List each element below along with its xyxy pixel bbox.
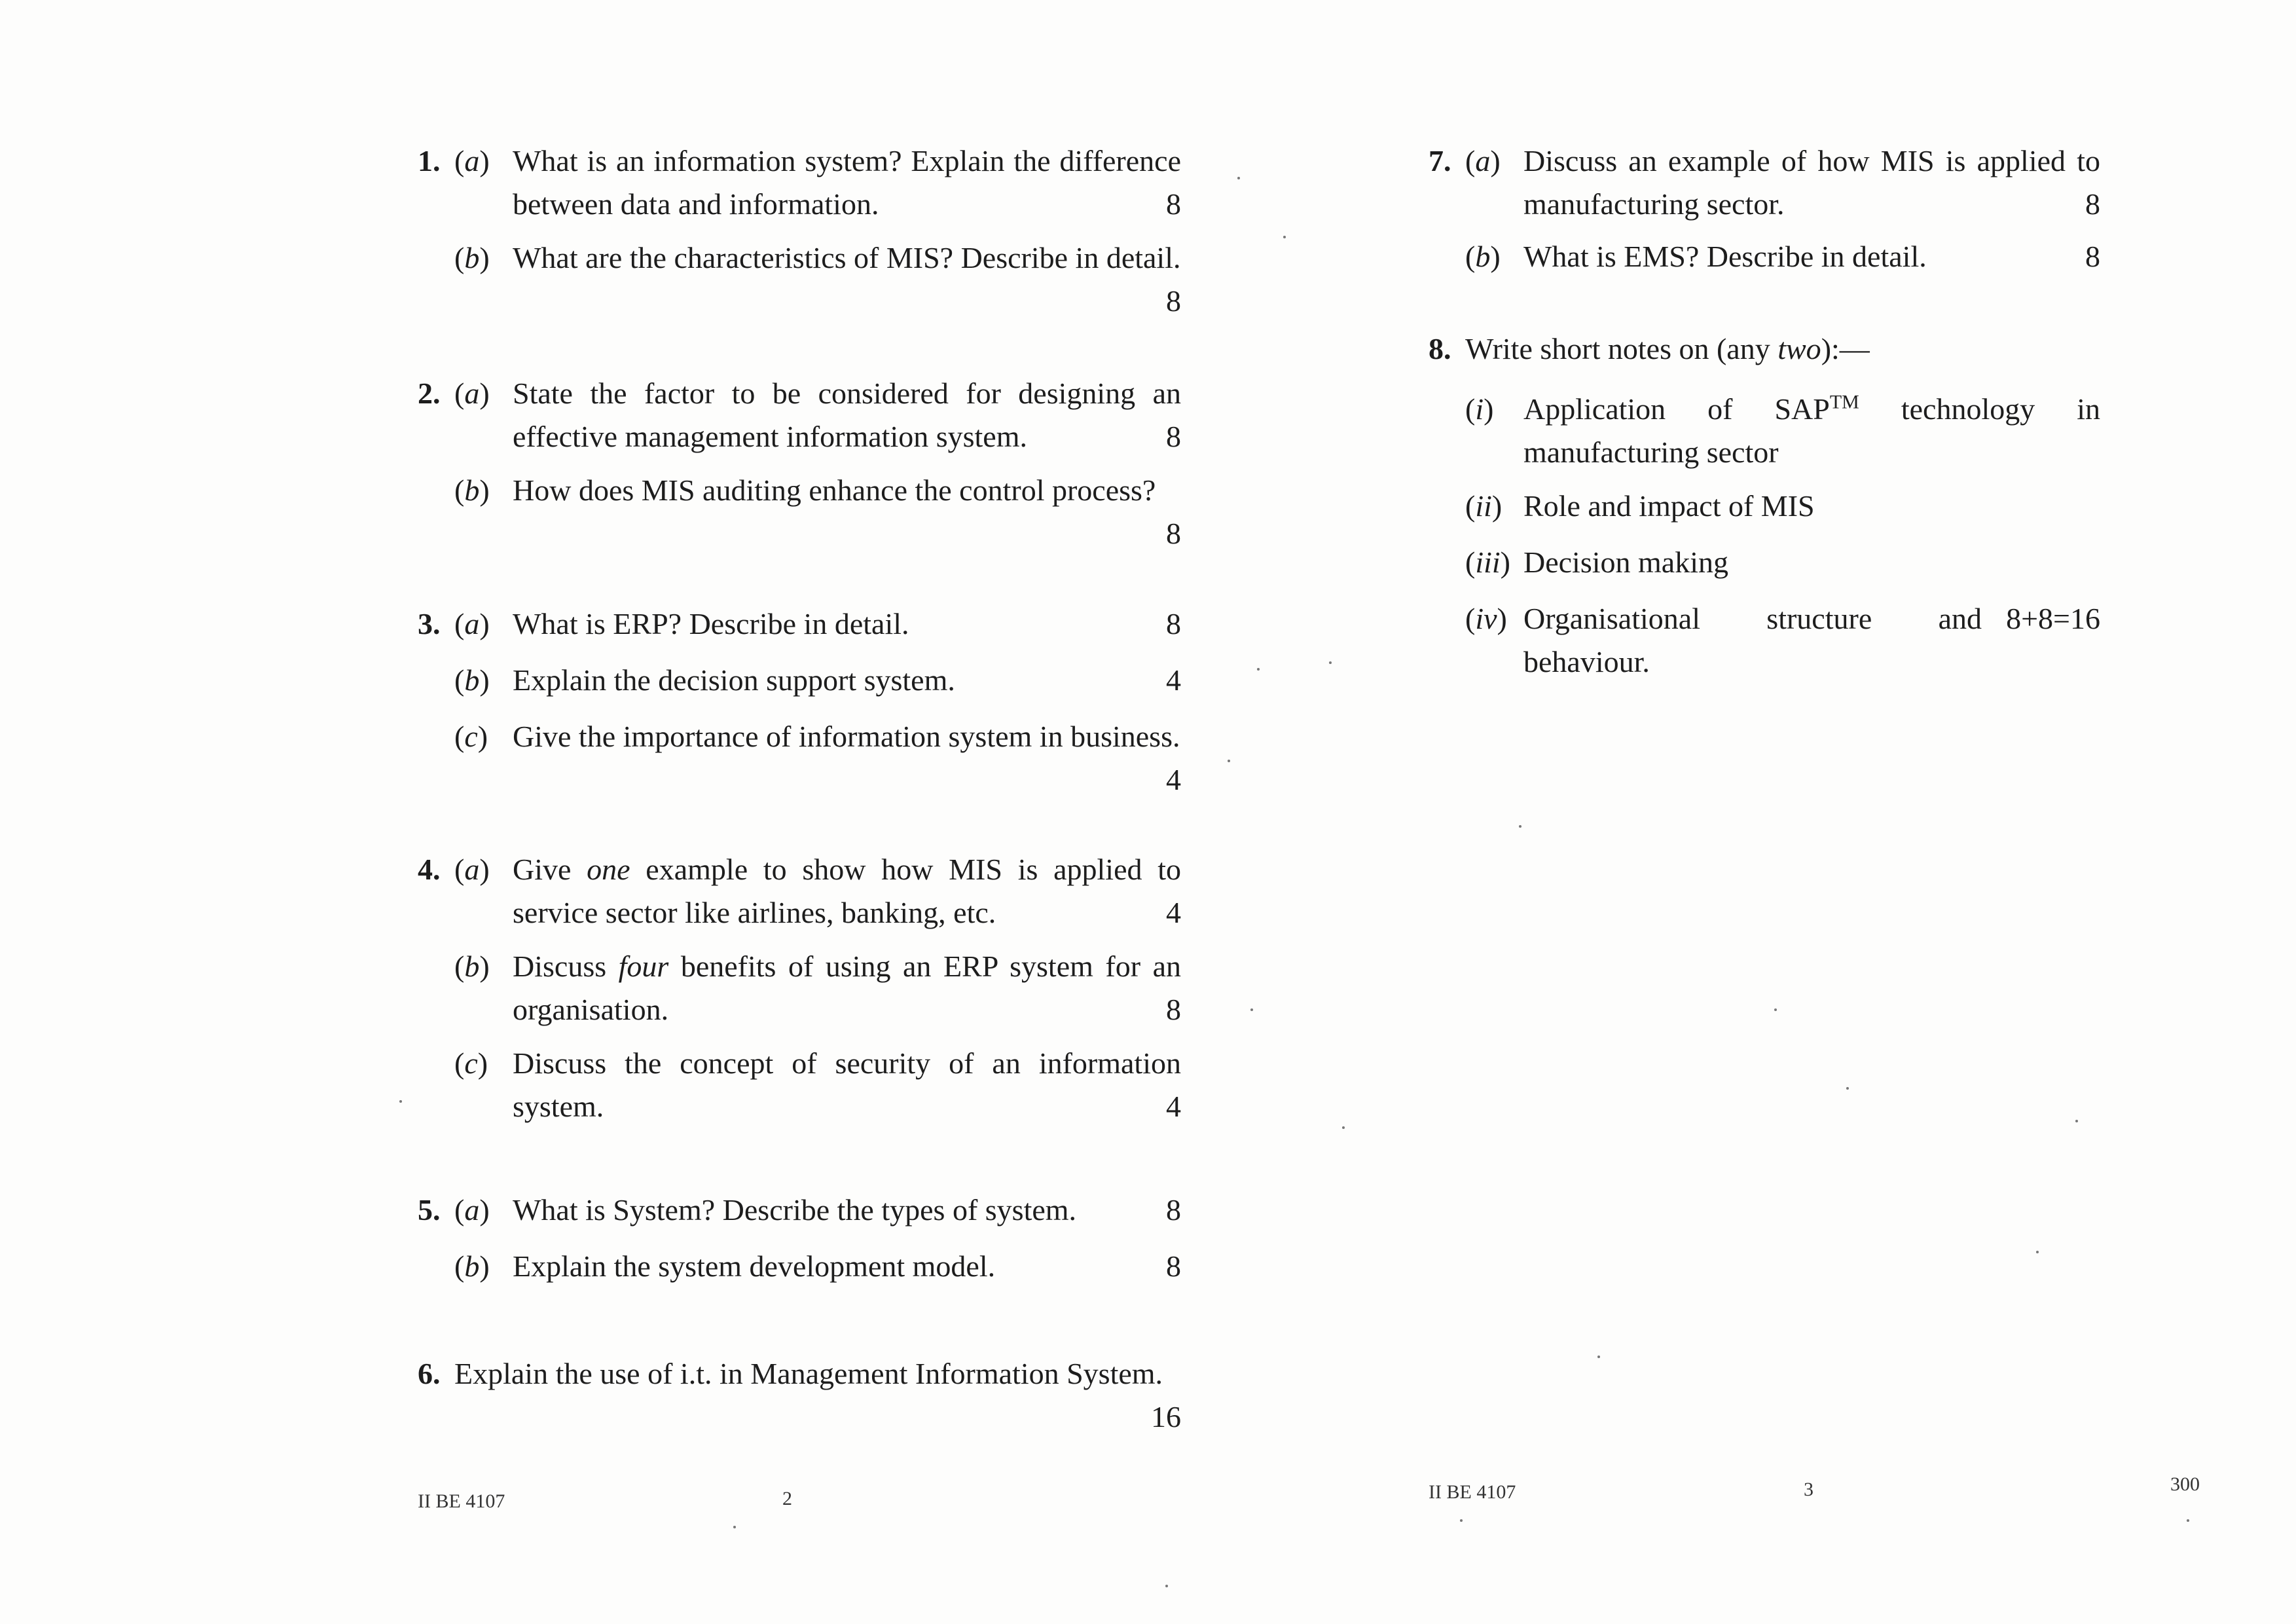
scan-speckle (1228, 760, 1230, 762)
part-label: (b) (1465, 240, 1501, 273)
question-heading: Write short notes on (any two):— (1465, 332, 1870, 365)
scan-speckle (2187, 1519, 2189, 1522)
question-text: What is ERP? Describe in detail. (513, 607, 909, 640)
scan-speckle (1597, 1356, 1600, 1358)
question-8 (1429, 327, 2100, 678)
part-label: (b) (454, 663, 490, 697)
scan-speckle (399, 1100, 402, 1103)
question-number: 2. (418, 377, 441, 410)
scan-speckle (1165, 1585, 1168, 1587)
question-number: 3. (418, 607, 441, 640)
scan-speckle (1237, 177, 1240, 179)
scan-speckle (1257, 668, 1260, 671)
question-text: Explain the use of i.t. in Management Information System. (454, 1357, 1163, 1390)
marks: 16 (1151, 1400, 1181, 1433)
part-label: (a) (454, 377, 490, 410)
question-number: 5. (418, 1193, 441, 1227)
paper-code: II BE 4107 (418, 1490, 505, 1512)
marks: 8 (1166, 993, 1181, 1026)
marks: 8 (1166, 420, 1181, 453)
part-label: (a) (1465, 144, 1501, 177)
question-text: What is System? Describe the types of system. (513, 1193, 1077, 1227)
question-4 (418, 848, 1181, 1136)
scan-speckle (2036, 1251, 2039, 1253)
question-text: State the factor to be considered for designing an effective management information system. (513, 377, 1181, 453)
scan-speckle (1774, 1008, 1777, 1011)
scan-speckle (2075, 1120, 2078, 1122)
question-text: What is EMS? Describe in detail. (1523, 240, 1927, 273)
question-number: 1. (418, 144, 441, 177)
question-text: Give one example to show how MIS is applied to service sector like airlines, banking, etc. (513, 853, 1182, 929)
scan-speckle (733, 1526, 736, 1528)
question-5 (418, 1189, 1181, 1293)
note-label: (ii) (1465, 489, 1503, 523)
part-label: (a) (454, 853, 490, 886)
part-label: (b) (454, 950, 490, 983)
scan-speckle (1250, 1008, 1253, 1011)
marks: 4 (1166, 763, 1181, 796)
marks: 8 (1166, 517, 1181, 550)
question-6 (418, 1352, 1181, 1444)
note-text: Organisational structure and behaviour. (1523, 602, 1982, 678)
marks: 4 (1166, 663, 1181, 697)
part-label: (b) (454, 1249, 490, 1283)
marks: 4 (1166, 1090, 1181, 1123)
question-7 (1429, 139, 2100, 284)
part-label: (c) (454, 1046, 488, 1080)
note-text: Application of SAP™ technology in manufacturing sector (1523, 391, 2100, 469)
scan-speckle (1846, 1087, 1849, 1090)
question-text: Give the importance of information system in business. (513, 720, 1180, 753)
marks: 8 (1166, 1193, 1181, 1227)
question-number: 7. (1429, 144, 1451, 177)
question-number: 6. (418, 1357, 441, 1390)
copies-count: 300 (2170, 1473, 2200, 1495)
note-label: (i) (1465, 392, 1494, 426)
note-label: (iii) (1465, 545, 1510, 579)
question-3 (418, 602, 1181, 805)
note-text: Role and impact of MIS (1523, 489, 1815, 523)
part-label: (b) (454, 473, 490, 507)
marks: 8 (1166, 1249, 1181, 1283)
note-label: (iv) (1465, 602, 1507, 635)
marks: 8 (1166, 187, 1181, 221)
page-number: 2 (782, 1488, 792, 1509)
marks: 8 (1166, 284, 1181, 318)
question-text: What is an information system? Explain the difference between data and information. (513, 144, 1181, 221)
part-label: (a) (454, 607, 490, 640)
note-text: Decision making (1523, 545, 1728, 579)
scan-speckle (1519, 825, 1522, 828)
question-number: 4. (418, 853, 441, 886)
part-label: (a) (454, 1193, 490, 1227)
question-text: Discuss four benefits of using an ERP system for an organisation. (513, 950, 1181, 1026)
question-text: Explain the system development model. (513, 1249, 996, 1283)
marks: 8 (2085, 187, 2100, 221)
right-page (1211, 0, 2296, 1624)
scan-speckle (1342, 1126, 1345, 1129)
question-text: How does MIS auditing enhance the control process? (513, 473, 1156, 507)
page-number: 3 (1804, 1479, 1813, 1500)
question-number: 8. (1429, 332, 1451, 365)
part-label: (c) (454, 720, 488, 753)
question-text: Discuss the concept of security of an information system. (513, 1046, 1181, 1123)
scan-speckle (1460, 1519, 1463, 1522)
marks: 8 (2085, 240, 2100, 273)
question-1 (418, 139, 1181, 329)
paper-code: II BE 4107 (1429, 1481, 1516, 1503)
marks: 8 (1166, 607, 1181, 640)
marks: 8+8=16 (2006, 602, 2100, 635)
part-label: (b) (454, 241, 490, 274)
question-2 (418, 372, 1181, 562)
question-text: What are the characteristics of MIS? Describe in detail. (513, 241, 1181, 274)
question-text: Discuss an example of how MIS is applied to manufacturing sector. (1523, 144, 2100, 221)
scan-speckle (1283, 236, 1286, 238)
part-label: (a) (454, 144, 490, 177)
scan-speckle (1329, 661, 1332, 664)
question-text: Explain the decision support system. (513, 663, 955, 697)
marks: 4 (1166, 896, 1181, 929)
